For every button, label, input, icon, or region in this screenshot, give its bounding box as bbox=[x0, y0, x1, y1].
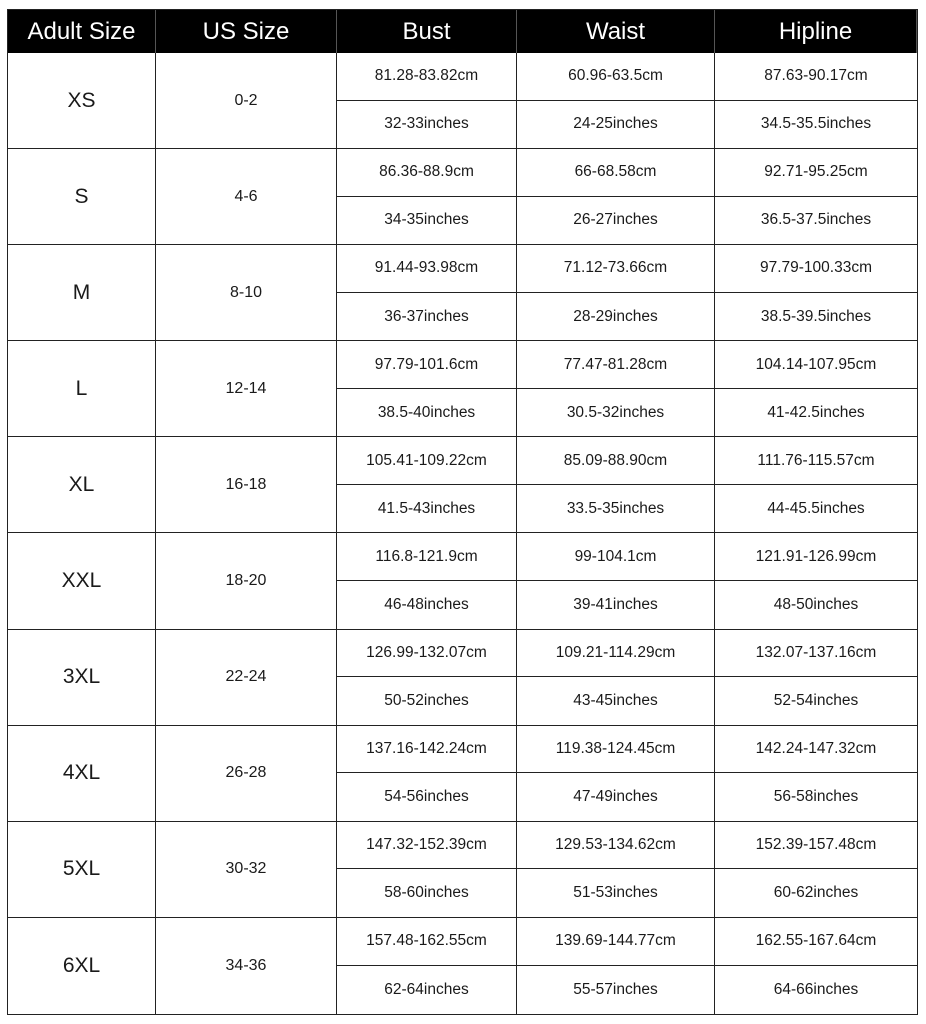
hipline-cm-value: 121.91-126.99cm bbox=[715, 533, 917, 581]
bust-cell bbox=[337, 341, 517, 437]
hipline-cell bbox=[715, 53, 917, 149]
header-bust: Bust bbox=[337, 10, 517, 53]
hipline-cell bbox=[715, 245, 917, 341]
bust-inches-value: 50-52inches bbox=[384, 691, 469, 709]
adult-size-cell: M bbox=[8, 245, 156, 341]
waist-cm-value: 71.12-73.66cm bbox=[517, 245, 714, 293]
waist-cm-value: 119.38-124.45cm bbox=[517, 726, 714, 774]
us-size-cell: 8-10 bbox=[156, 245, 337, 341]
waist-inches-value: 30.5-32inches bbox=[566, 403, 665, 421]
waist-cm-value: 77.47-81.28cm bbox=[517, 341, 714, 389]
hipline-cell bbox=[715, 918, 917, 1014]
waist-cm-value: 66-68.58cm bbox=[517, 149, 714, 197]
waist-inches-value: 33.5-35inches bbox=[566, 499, 665, 517]
bust-cm-value: 157.48-162.55cm bbox=[337, 918, 516, 966]
hipline-inches-value: 56-58inches bbox=[773, 788, 859, 806]
adult-size-cell: 6XL bbox=[8, 918, 156, 1014]
hipline-inches-value: 52-54inches bbox=[773, 691, 859, 709]
waist-cell bbox=[517, 822, 715, 918]
bust-cm-value: 105.41-109.22cm bbox=[337, 437, 516, 485]
waist-cell bbox=[517, 53, 715, 149]
waist-cell bbox=[517, 630, 715, 726]
bust-cell bbox=[337, 918, 517, 1014]
waist-cell bbox=[517, 437, 715, 533]
bust-inches-value: 36-37inches bbox=[384, 307, 469, 325]
waist-cell bbox=[517, 726, 715, 822]
bust-inches-value: 58-60inches bbox=[384, 884, 469, 902]
bust-cm-value: 147.32-152.39cm bbox=[337, 822, 516, 870]
bust-inches-value: 41.5-43inches bbox=[377, 499, 476, 517]
bust-cm-value: 91.44-93.98cm bbox=[337, 245, 516, 293]
waist-cell bbox=[517, 149, 715, 245]
hipline-cell bbox=[715, 630, 917, 726]
hipline-cm-value: 111.76-115.57cm bbox=[715, 437, 917, 485]
hipline-cm-value: 132.07-137.16cm bbox=[715, 630, 917, 678]
bust-cm-value: 81.28-83.82cm bbox=[337, 53, 516, 101]
waist-cm-value: 85.09-88.90cm bbox=[517, 437, 714, 485]
bust-cell bbox=[337, 726, 517, 822]
bust-inches-value: 32-33inches bbox=[384, 115, 469, 133]
waist-inches-value: 51-53inches bbox=[573, 884, 658, 902]
header-hipline: Hipline bbox=[715, 10, 917, 53]
bust-cm-value: 86.36-88.9cm bbox=[337, 149, 516, 197]
us-size-cell: 4-6 bbox=[156, 149, 337, 245]
adult-size-cell: 3XL bbox=[8, 630, 156, 726]
bust-cell bbox=[337, 149, 517, 245]
waist-cell bbox=[517, 245, 715, 341]
adult-size-cell: 4XL bbox=[8, 726, 156, 822]
hipline-cm-value: 152.39-157.48cm bbox=[715, 822, 917, 870]
waist-inches-value: 26-27inches bbox=[573, 211, 658, 229]
hipline-cell bbox=[715, 726, 917, 822]
bust-cm-value: 126.99-132.07cm bbox=[337, 630, 516, 678]
waist-cell bbox=[517, 918, 715, 1014]
hipline-cell bbox=[715, 149, 917, 245]
waist-cell bbox=[517, 341, 715, 437]
hipline-cm-value: 142.24-147.32cm bbox=[715, 726, 917, 774]
waist-inches-value: 24-25inches bbox=[573, 115, 658, 133]
bust-inches-value: 46-48inches bbox=[384, 595, 469, 613]
bust-cell bbox=[337, 630, 517, 726]
hipline-cm-value: 87.63-90.17cm bbox=[715, 53, 917, 101]
hipline-inches-value: 38.5-39.5inches bbox=[760, 307, 872, 325]
waist-inches-value: 39-41inches bbox=[573, 595, 658, 613]
us-size-cell: 22-24 bbox=[156, 630, 337, 726]
waist-cell bbox=[517, 533, 715, 629]
waist-cm-value: 60.96-63.5cm bbox=[517, 53, 714, 101]
us-size-cell: 34-36 bbox=[156, 918, 337, 1014]
hipline-inches-value: 34.5-35.5inches bbox=[760, 115, 872, 133]
waist-inches-value: 55-57inches bbox=[573, 980, 658, 998]
waist-cm-value: 129.53-134.62cm bbox=[517, 822, 714, 870]
bust-cell bbox=[337, 53, 517, 149]
hipline-cm-value: 92.71-95.25cm bbox=[715, 149, 917, 197]
bust-inches-value: 34-35inches bbox=[384, 211, 469, 229]
us-size-cell: 18-20 bbox=[156, 533, 337, 629]
hipline-inches-value: 44-45.5inches bbox=[767, 499, 865, 517]
hipline-cm-value: 162.55-167.64cm bbox=[715, 918, 917, 966]
waist-cm-value: 139.69-144.77cm bbox=[517, 918, 714, 966]
bust-cm-value: 116.8-121.9cm bbox=[337, 533, 516, 581]
us-size-cell: 16-18 bbox=[156, 437, 337, 533]
waist-cm-value: 109.21-114.29cm bbox=[517, 630, 714, 678]
hipline-cm-value: 97.79-100.33cm bbox=[715, 245, 917, 293]
waist-inches-value: 28-29inches bbox=[573, 307, 658, 325]
us-size-cell: 12-14 bbox=[156, 341, 337, 437]
hipline-inches-value: 64-66inches bbox=[773, 980, 859, 998]
hipline-cell bbox=[715, 437, 917, 533]
adult-size-cell: 5XL bbox=[8, 822, 156, 918]
bust-cell bbox=[337, 533, 517, 629]
hipline-inches-value: 36.5-37.5inches bbox=[760, 211, 872, 229]
bust-cm-value: 97.79-101.6cm bbox=[337, 341, 516, 389]
waist-inches-value: 47-49inches bbox=[573, 788, 658, 806]
hipline-inches-value: 41-42.5inches bbox=[767, 403, 865, 421]
hipline-inches-value: 60-62inches bbox=[773, 884, 859, 902]
bust-cell bbox=[337, 822, 517, 918]
bust-inches-value: 54-56inches bbox=[384, 788, 469, 806]
adult-size-cell: XXL bbox=[8, 533, 156, 629]
bust-cm-value: 137.16-142.24cm bbox=[337, 726, 516, 774]
hipline-cell bbox=[715, 822, 917, 918]
adult-size-cell: XS bbox=[8, 53, 156, 149]
bust-cell bbox=[337, 245, 517, 341]
waist-inches-value: 43-45inches bbox=[573, 691, 658, 709]
us-size-cell: 0-2 bbox=[156, 53, 337, 149]
header-adult-size: Adult Size bbox=[8, 10, 156, 53]
waist-cm-value: 99-104.1cm bbox=[517, 533, 714, 581]
bust-inches-value: 62-64inches bbox=[384, 980, 469, 998]
hipline-cell bbox=[715, 341, 917, 437]
header-waist: Waist bbox=[517, 10, 715, 53]
bust-inches-value: 38.5-40inches bbox=[377, 403, 476, 421]
us-size-cell: 30-32 bbox=[156, 822, 337, 918]
adult-size-cell: S bbox=[8, 149, 156, 245]
hipline-cell bbox=[715, 533, 917, 629]
hipline-inches-value: 48-50inches bbox=[773, 595, 859, 613]
adult-size-cell: XL bbox=[8, 437, 156, 533]
adult-size-cell: L bbox=[8, 341, 156, 437]
hipline-cm-value: 104.14-107.95cm bbox=[715, 341, 917, 389]
us-size-cell: 26-28 bbox=[156, 726, 337, 822]
bust-cell bbox=[337, 437, 517, 533]
header-us-size: US Size bbox=[156, 10, 337, 53]
size-chart-table bbox=[7, 9, 918, 1015]
